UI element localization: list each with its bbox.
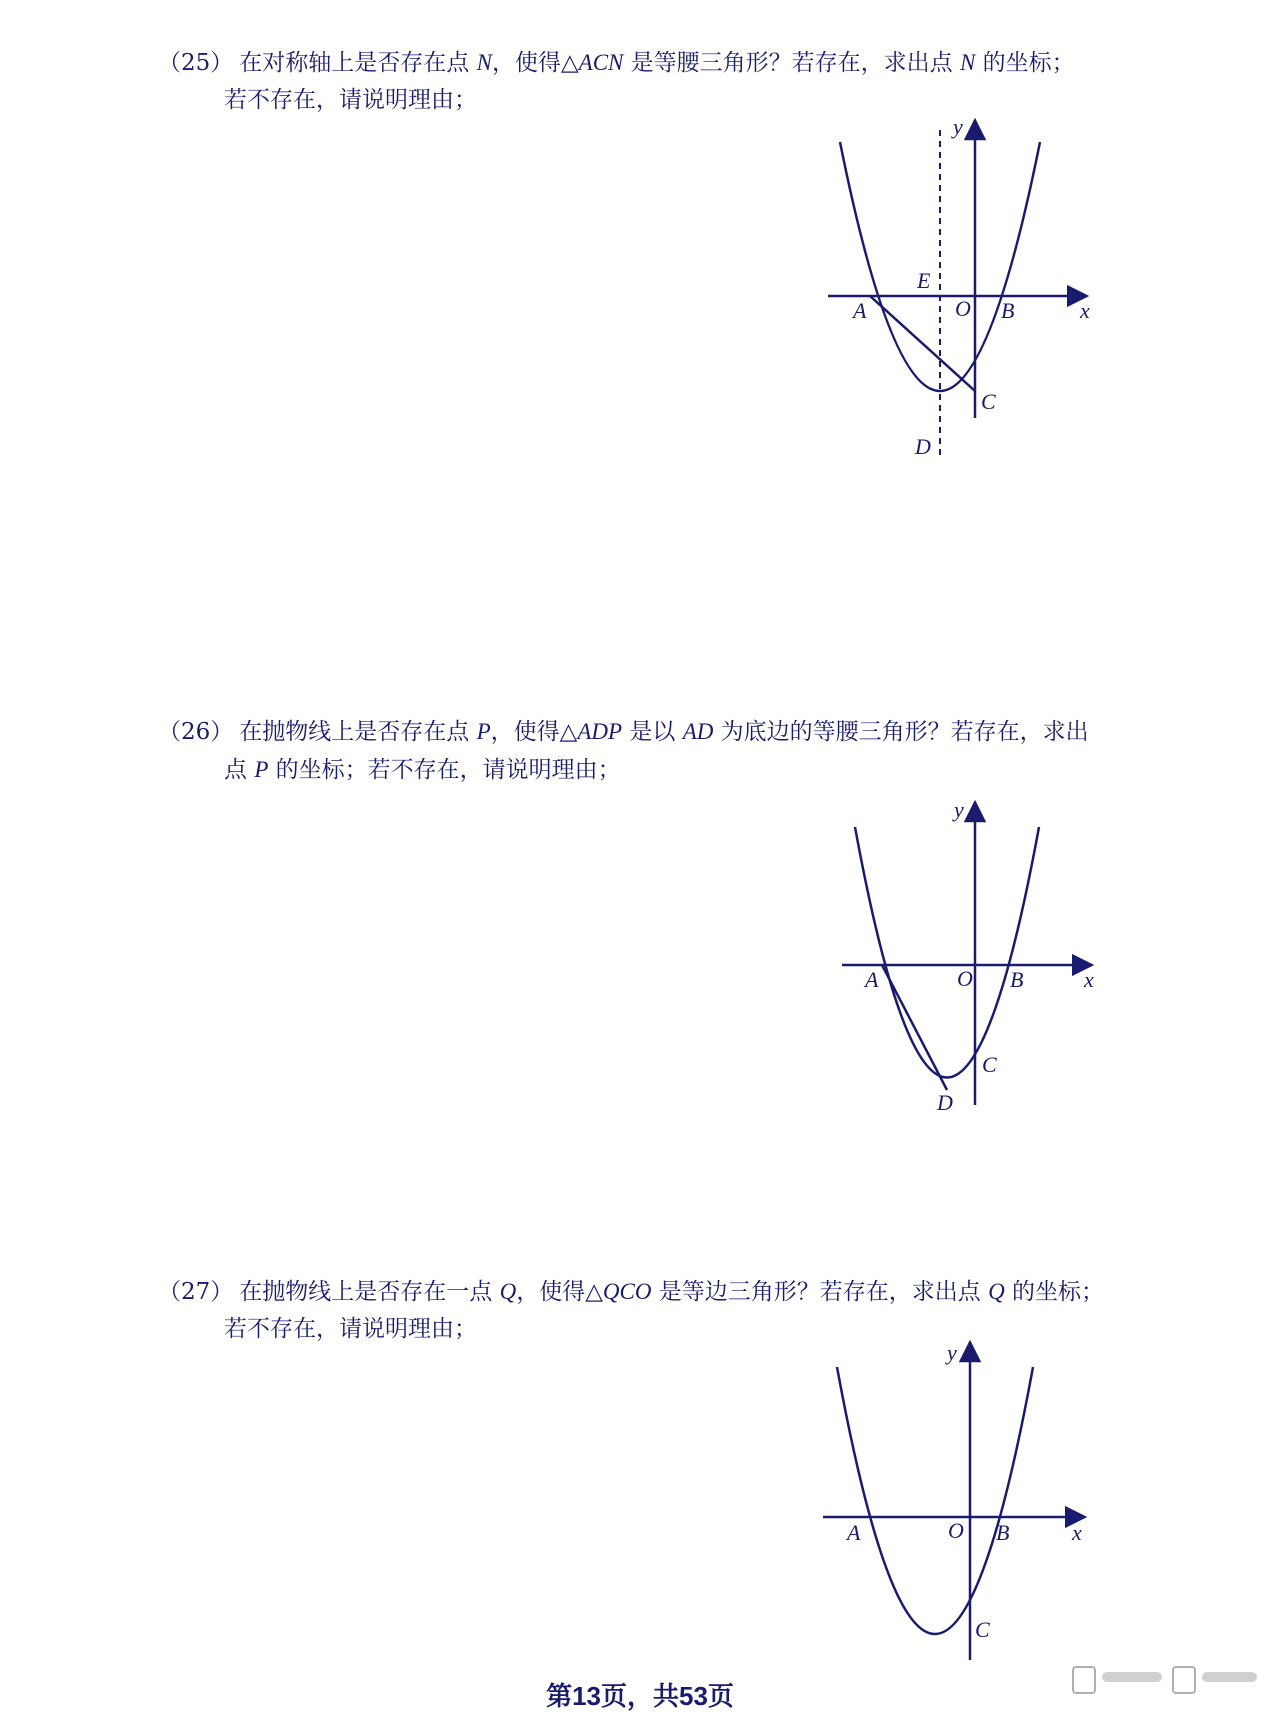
- label-a: A: [853, 298, 867, 323]
- question-text: 的坐标；: [975, 50, 1075, 76]
- page-right-handle-icon[interactable]: [1172, 1666, 1196, 1694]
- question-text: ，使得△: [516, 1279, 603, 1305]
- label-y: y: [947, 1340, 957, 1365]
- viewer-toolbar: [1072, 1664, 1272, 1694]
- math-variable: P: [254, 757, 269, 782]
- figure-26-parabola-graph: [840, 797, 1110, 1115]
- scroll-track-2[interactable]: [1202, 1672, 1257, 1682]
- label-e: E: [917, 268, 931, 293]
- label-y: y: [953, 114, 963, 139]
- question-text: 若不存在，请说明理由；: [224, 1316, 477, 1342]
- question-text: 是以: [622, 719, 683, 745]
- label-o: O: [948, 1518, 964, 1543]
- label-c: C: [975, 1617, 990, 1642]
- math-variable: QCO: [602, 1279, 652, 1304]
- question-text: ，使得△: [491, 50, 579, 76]
- label-d: D: [915, 434, 931, 459]
- label-a: A: [865, 967, 879, 992]
- label-a: A: [847, 1520, 861, 1545]
- label-c: C: [982, 1052, 997, 1077]
- math-variable: Q: [499, 1279, 517, 1304]
- figure-25-parabola-graph: [825, 114, 1105, 463]
- question-text: 在抛物线上是否存在点: [239, 719, 477, 745]
- math-variable: ACN: [578, 50, 624, 75]
- label-c: C: [981, 389, 996, 414]
- question-number: （26）: [158, 719, 234, 745]
- figure-27-parabola-graph: [820, 1340, 1100, 1665]
- page-number-footer: 第13页，共53页: [546, 1681, 734, 1711]
- label-y: y: [954, 797, 964, 822]
- page-left-handle-icon[interactable]: [1072, 1666, 1096, 1694]
- question-text: 在对称轴上是否存在点: [239, 50, 477, 76]
- math-variable: P: [476, 719, 491, 744]
- question-number: （27）: [158, 1279, 234, 1305]
- question-26-line1: [158, 713, 1148, 751]
- question-text: 的坐标；: [1004, 1279, 1105, 1305]
- label-o: O: [955, 296, 971, 321]
- math-variable: N: [960, 50, 976, 75]
- math-variable: ADP: [577, 719, 623, 744]
- parabola-curve: [837, 1367, 1033, 1634]
- question-25-line2: [158, 82, 1148, 119]
- question-27-line1: [158, 1273, 1148, 1311]
- question-text: 是等腰三角形？若存在，求出点: [623, 50, 960, 76]
- question-text: 是等边三角形？若存在，求出点: [651, 1279, 989, 1305]
- question-text: 的坐标；若不存在，请说明理由；: [268, 757, 621, 783]
- parabola-curve: [855, 827, 1039, 1078]
- question-text: ，使得△: [490, 719, 578, 745]
- question-text: 点: [224, 757, 255, 783]
- question-text: 在抛物线上是否存在一点: [239, 1279, 500, 1305]
- question-26: [158, 713, 1148, 789]
- label-x: x: [1084, 967, 1094, 992]
- question-25-line1: [158, 44, 1148, 82]
- question-text: 为底边的等腰三角形？若存在，求出: [713, 719, 1089, 745]
- label-d: D: [937, 1090, 953, 1115]
- label-b: B: [996, 1520, 1010, 1545]
- question-26-line2: [158, 751, 1148, 789]
- scroll-track[interactable]: [1102, 1672, 1162, 1682]
- label-x: x: [1072, 1520, 1082, 1545]
- label-b: B: [1010, 967, 1024, 992]
- question-25: [158, 44, 1148, 119]
- math-variable: N: [476, 50, 492, 75]
- question-number: （25）: [158, 50, 234, 76]
- question-27: [158, 1273, 1148, 1348]
- label-o: O: [957, 966, 973, 991]
- label-x: x: [1080, 298, 1090, 323]
- segment-ad: [882, 965, 947, 1090]
- math-variable: Q: [988, 1279, 1005, 1304]
- math-variable: AD: [682, 719, 714, 744]
- question-text: 若不存在，请说明理由；: [224, 87, 477, 113]
- label-b: B: [1001, 298, 1015, 323]
